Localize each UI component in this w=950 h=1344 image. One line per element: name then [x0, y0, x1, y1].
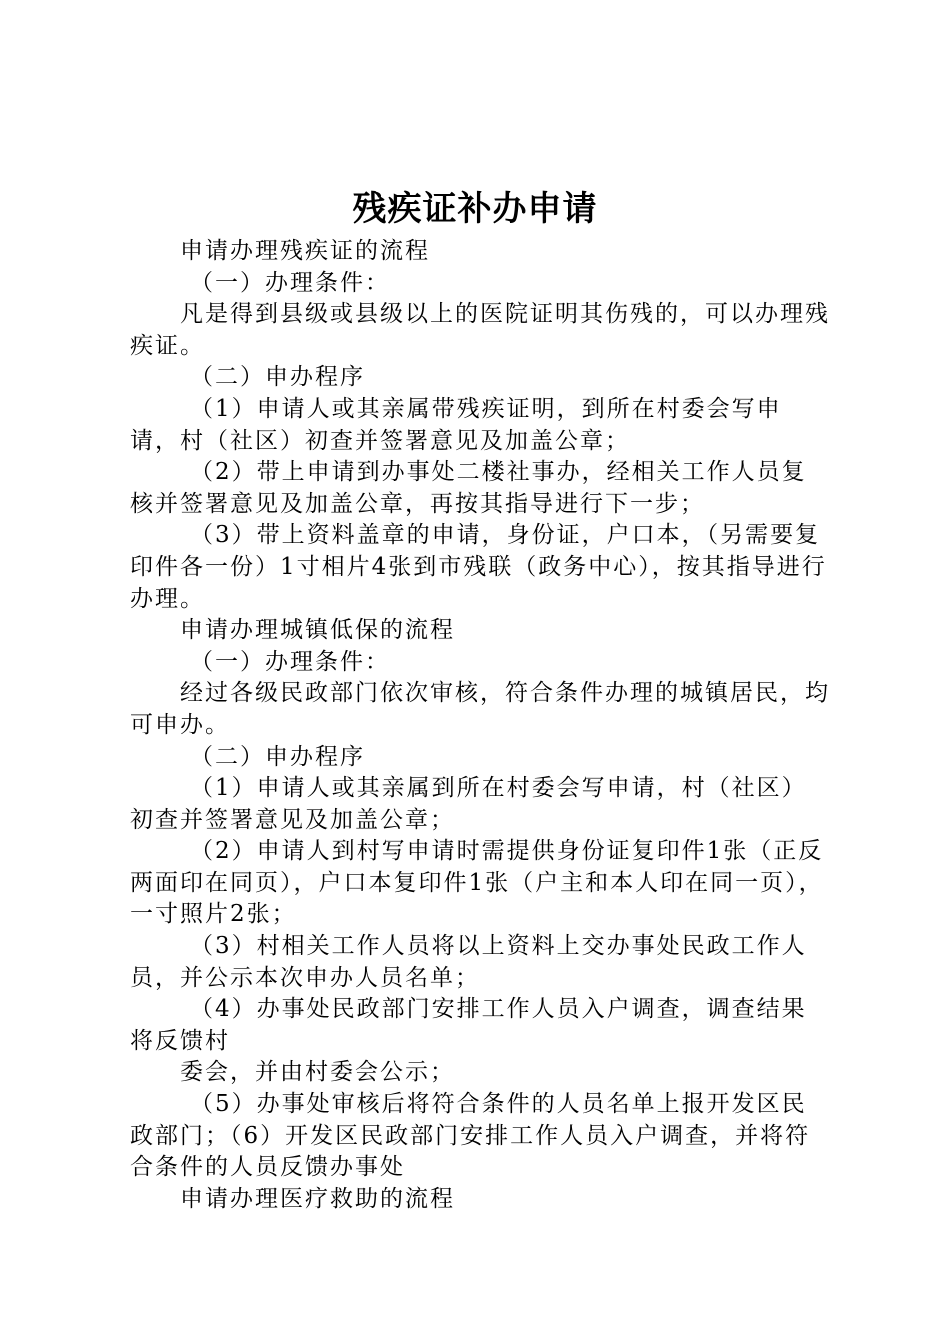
- procedure-step: （4）办事处民政部门安排工作人员入户调查，调查结果将反馈村: [130, 996, 807, 1054]
- procedure-step: （1）申请人或其亲属到所在村委会写申请，村（社区）初查并签署意见及加盖公章；: [130, 775, 807, 833]
- paragraph-continuation: 委会，并由村委会公示；: [180, 1059, 455, 1086]
- procedure-step: （5）办事处审核后将符合条件的人员名单上报开发区民政部门；（6）开发区民政部门安排工作人员入户调查，并将符合条件的人员反馈办事处: [130, 1091, 811, 1181]
- section-heading: 申请办理城镇低保的流程: [180, 617, 455, 644]
- procedure-step: （1）申请人或其亲属带残疾证明，到所在村委会写申请，村（社区）初查并签署意见及加盖公章；: [130, 395, 782, 454]
- paragraph: 经过各级民政部门依次审核，符合条件办理的城镇居民，均可申办。: [130, 680, 830, 738]
- document-title: 残疾证补办申请: [352, 189, 598, 229]
- procedure-step: （2）带上申请到办事处二楼社事办，经相关工作人员复核并签署意见及加盖公章，再按其指导进行下一步；: [130, 459, 807, 517]
- subsection-heading: （二）申办程序: [190, 364, 365, 391]
- document-body: [130, 236, 830, 1215]
- procedure-step: （3）村相关工作人员将以上资料上交办事处民政工作人员，并公示本次申办人员名单；: [130, 933, 807, 991]
- paragraph: 凡是得到县级或县级以上的医院证明其伤残的，可以办理残疾证。: [130, 301, 830, 359]
- procedure-step: （3）带上资料盖章的申请，身份证，户口本，（另需要复印件各一份）1寸相片4张到市残联（政务中心），按其指导进行办理。: [130, 522, 827, 612]
- subsection-heading: （一）办理条件：: [190, 269, 390, 296]
- section-heading: 申请办理医疗救助的流程: [180, 1185, 455, 1212]
- subsection-heading: （一）办理条件：: [190, 648, 390, 675]
- section-heading: 申请办理残疾证的流程: [180, 238, 430, 264]
- procedure-step: （2）申请人到村写申请时需提供身份证复印件1张（正反两面印在同页），户口本复印件1张（户主和本人印在同一页），一寸照片2张；: [130, 838, 824, 928]
- subsection-heading: （二）申办程序: [190, 743, 365, 770]
